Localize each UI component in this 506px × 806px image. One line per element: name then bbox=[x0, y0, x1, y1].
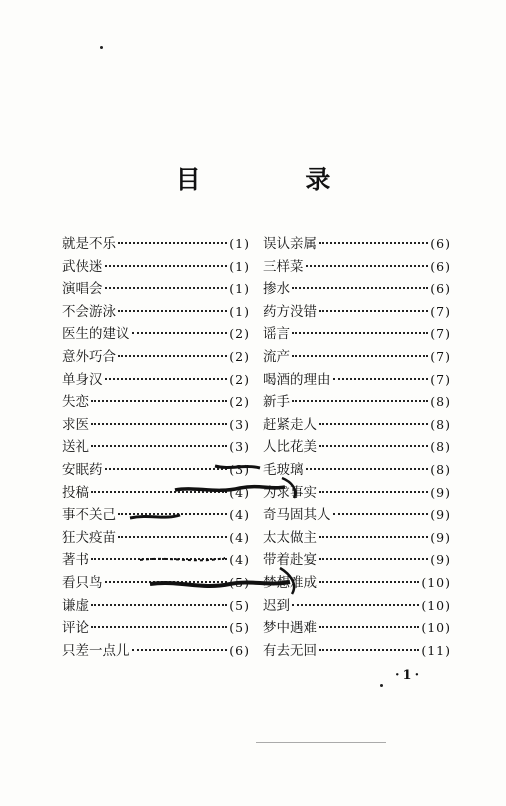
toc-entry-title: 医生的建议 bbox=[62, 326, 130, 343]
toc-entry[interactable] bbox=[263, 458, 451, 481]
toc-entry-page: (6) bbox=[430, 258, 451, 274]
toc-entry-page: (1) bbox=[229, 281, 250, 297]
toc-entry-page: (5) bbox=[229, 620, 250, 636]
toc-entry[interactable] bbox=[62, 503, 250, 526]
toc-entry[interactable] bbox=[263, 548, 451, 571]
dot-leader bbox=[319, 491, 428, 493]
toc-entry[interactable] bbox=[263, 481, 451, 504]
toc-entry-page: (9) bbox=[430, 507, 451, 523]
toc-entry-title: 投稿 bbox=[62, 484, 89, 501]
toc-entry-title: 赶紧走人 bbox=[263, 416, 317, 433]
toc-entry-title: 奇马固其人 bbox=[263, 507, 331, 524]
toc-entry-title: 药方没错 bbox=[263, 303, 317, 320]
dot-leader bbox=[105, 378, 228, 380]
toc-entry[interactable] bbox=[62, 390, 250, 413]
toc-entry-title: 意外巧合 bbox=[62, 348, 116, 365]
dot-leader bbox=[118, 310, 227, 312]
dot-leader bbox=[105, 265, 228, 267]
toc-entry[interactable] bbox=[263, 616, 451, 639]
toc-entry-title: 掺水 bbox=[263, 281, 290, 298]
toc-entry-page: (8) bbox=[430, 394, 451, 410]
dot-leader bbox=[319, 423, 428, 425]
toc-column-right bbox=[263, 232, 451, 661]
dot-leader bbox=[118, 513, 227, 515]
dot-leader bbox=[333, 378, 429, 380]
dot-leader bbox=[91, 626, 227, 628]
toc-entry-page: (8) bbox=[430, 416, 451, 432]
toc-entry-title: 失恋 bbox=[62, 394, 89, 411]
dot-leader bbox=[319, 581, 419, 583]
toc-entry-page: (2) bbox=[229, 326, 250, 342]
toc-entry-title: 有去无回 bbox=[263, 642, 317, 659]
toc-entry-title: 为求事实 bbox=[263, 484, 317, 501]
toc-entry[interactable] bbox=[263, 345, 451, 368]
toc-entry[interactable] bbox=[263, 639, 451, 662]
toc-entry-title: 送礼 bbox=[62, 439, 89, 456]
toc-entry-title: 谣言 bbox=[263, 326, 290, 343]
toc-entry-title: 演唱会 bbox=[62, 281, 103, 298]
toc-entry-page: (10) bbox=[421, 620, 451, 636]
toc-entry-title: 武侠迷 bbox=[62, 258, 103, 275]
dot-leader bbox=[319, 649, 419, 651]
toc-entry-page: (4) bbox=[229, 507, 250, 523]
toc-entry[interactable] bbox=[263, 435, 451, 458]
toc-entry-title: 三样菜 bbox=[263, 258, 304, 275]
dot-leader bbox=[91, 604, 227, 606]
toc-entry-title: 误认亲属 bbox=[263, 236, 317, 252]
toc-entry-page: (7) bbox=[430, 371, 451, 387]
toc-entry[interactable] bbox=[263, 300, 451, 323]
toc-entry-title: 太太做主 bbox=[263, 529, 317, 546]
toc-entry-page: (5) bbox=[229, 574, 250, 590]
dot-leader bbox=[292, 287, 428, 289]
toc-entry[interactable] bbox=[263, 322, 451, 345]
dot-leader bbox=[292, 355, 428, 357]
toc-entry-page: (1) bbox=[229, 236, 250, 251]
dot-leader bbox=[319, 626, 419, 628]
dot-leader bbox=[91, 491, 227, 493]
toc-entry-title: 毛玻璃 bbox=[263, 461, 304, 478]
page-title: 目 录 bbox=[175, 165, 379, 194]
toc-entry-page: (1) bbox=[229, 258, 250, 274]
toc-entry[interactable] bbox=[62, 368, 250, 391]
dot-leader bbox=[292, 400, 428, 402]
dot-leader bbox=[105, 468, 228, 470]
toc-entry[interactable] bbox=[62, 255, 250, 278]
dot-leader bbox=[105, 581, 228, 583]
toc-entry[interactable] bbox=[263, 503, 451, 526]
toc-entry[interactable] bbox=[62, 277, 250, 300]
toc-entry-title: 狂犬疫苗 bbox=[62, 529, 116, 546]
toc-entry-title: 流产 bbox=[263, 348, 290, 365]
toc-entry-title: 人比花美 bbox=[263, 439, 317, 456]
toc-entry-page: (2) bbox=[229, 348, 250, 364]
toc-entry-title: 梦中遇难 bbox=[263, 620, 317, 637]
toc-entry-page: (6) bbox=[430, 281, 451, 297]
toc-entry-title: 迟到 bbox=[263, 597, 290, 614]
toc-entry-page: (10) bbox=[421, 574, 451, 590]
dot-leader bbox=[132, 649, 228, 651]
toc-entry-page: (3) bbox=[229, 416, 250, 432]
toc-entry-title: 事不关己 bbox=[62, 507, 116, 524]
toc-entry-page: (2) bbox=[229, 394, 250, 410]
dot-leader bbox=[91, 400, 227, 402]
toc-entry-title: 不会游泳 bbox=[62, 303, 116, 320]
dot-leader bbox=[118, 536, 227, 538]
toc-entry-page: (8) bbox=[430, 461, 451, 477]
toc-entry-page: (8) bbox=[430, 439, 451, 455]
dot-leader bbox=[319, 536, 428, 538]
toc-entry[interactable] bbox=[62, 232, 250, 255]
toc-column-left bbox=[62, 232, 250, 661]
toc-entry[interactable] bbox=[263, 368, 451, 391]
toc-entry[interactable] bbox=[62, 526, 250, 549]
page-number: ·1· bbox=[395, 668, 423, 683]
toc-entry[interactable] bbox=[62, 594, 250, 617]
toc-entry-page: (6) bbox=[430, 236, 451, 251]
toc-entry[interactable] bbox=[263, 232, 451, 255]
toc-entry-page: (4) bbox=[229, 552, 250, 568]
toc-entry-page: (6) bbox=[229, 642, 250, 658]
toc-entry-title: 著书 bbox=[62, 552, 89, 569]
toc-entry[interactable] bbox=[263, 277, 451, 300]
ink-speck bbox=[380, 684, 383, 687]
toc-entry[interactable] bbox=[62, 458, 250, 481]
toc-entry[interactable] bbox=[62, 548, 250, 571]
toc-entry[interactable] bbox=[263, 255, 451, 278]
toc-entry[interactable] bbox=[62, 435, 250, 458]
toc-entry-page: (4) bbox=[229, 484, 250, 500]
dot-leader bbox=[91, 445, 227, 447]
toc-entry-title: 单身汉 bbox=[62, 371, 103, 388]
toc-entry[interactable] bbox=[263, 390, 451, 413]
toc-entry[interactable] bbox=[263, 571, 451, 594]
toc-entry-page: (7) bbox=[430, 303, 451, 319]
toc-entry[interactable] bbox=[263, 526, 451, 549]
toc-entry-title: 评论 bbox=[62, 620, 89, 637]
toc-entry-title: 带着赴宴 bbox=[263, 552, 317, 569]
toc-entry-title: 梦想难成 bbox=[263, 574, 317, 591]
divider-line bbox=[256, 742, 386, 743]
toc-entry[interactable] bbox=[62, 639, 250, 662]
dot-leader bbox=[91, 558, 227, 560]
toc-entry-page: (4) bbox=[229, 529, 250, 545]
toc-entry-page: (11) bbox=[421, 642, 451, 658]
toc-entry-page: (7) bbox=[430, 348, 451, 364]
toc-entry[interactable] bbox=[62, 481, 250, 504]
toc-entry[interactable] bbox=[62, 322, 250, 345]
toc-entry-page: (2) bbox=[229, 371, 250, 387]
dot-leader bbox=[105, 287, 228, 289]
dot-leader bbox=[319, 445, 428, 447]
toc-entry-page: (3) bbox=[229, 461, 250, 477]
ink-speck bbox=[100, 46, 103, 49]
dot-leader bbox=[292, 604, 419, 606]
toc-entry[interactable] bbox=[62, 571, 250, 594]
toc-entry-page: (5) bbox=[229, 597, 250, 613]
toc-entry-page: (3) bbox=[229, 439, 250, 455]
toc-entry-page: (7) bbox=[430, 326, 451, 342]
toc-entry-page: (9) bbox=[430, 552, 451, 568]
toc-entry-page: (1) bbox=[229, 303, 250, 319]
toc-entry-title: 求医 bbox=[62, 416, 89, 433]
dot-leader bbox=[333, 513, 429, 515]
dot-leader bbox=[132, 332, 228, 334]
dot-leader bbox=[306, 265, 429, 267]
toc-entry-title: 新手 bbox=[263, 394, 290, 411]
dot-leader bbox=[118, 242, 227, 244]
dot-leader bbox=[306, 468, 429, 470]
toc-entry-title: 安眠药 bbox=[62, 461, 103, 478]
toc-entry-title: 看只鸟 bbox=[62, 574, 103, 591]
toc-entry[interactable] bbox=[62, 413, 250, 436]
toc-entry[interactable] bbox=[62, 616, 250, 639]
dot-leader bbox=[319, 242, 428, 244]
toc-entry-title: 谦虚 bbox=[62, 597, 89, 614]
dot-leader bbox=[319, 558, 428, 560]
toc-entry-page: (9) bbox=[430, 484, 451, 500]
dot-leader bbox=[91, 423, 227, 425]
dot-leader bbox=[292, 332, 428, 334]
toc-entry[interactable] bbox=[263, 594, 451, 617]
toc-entry[interactable] bbox=[263, 413, 451, 436]
toc-entry-page: (10) bbox=[421, 597, 451, 613]
toc-entry-title: 喝酒的理由 bbox=[263, 371, 331, 388]
toc-entry-title: 只差一点儿 bbox=[62, 642, 130, 659]
toc-entry[interactable] bbox=[62, 345, 250, 368]
dot-leader bbox=[319, 310, 428, 312]
toc-entry-page: (9) bbox=[430, 529, 451, 545]
toc-entry-title: 就是不乐 bbox=[62, 236, 116, 252]
dot-leader bbox=[118, 355, 227, 357]
toc-entry[interactable] bbox=[62, 300, 250, 323]
